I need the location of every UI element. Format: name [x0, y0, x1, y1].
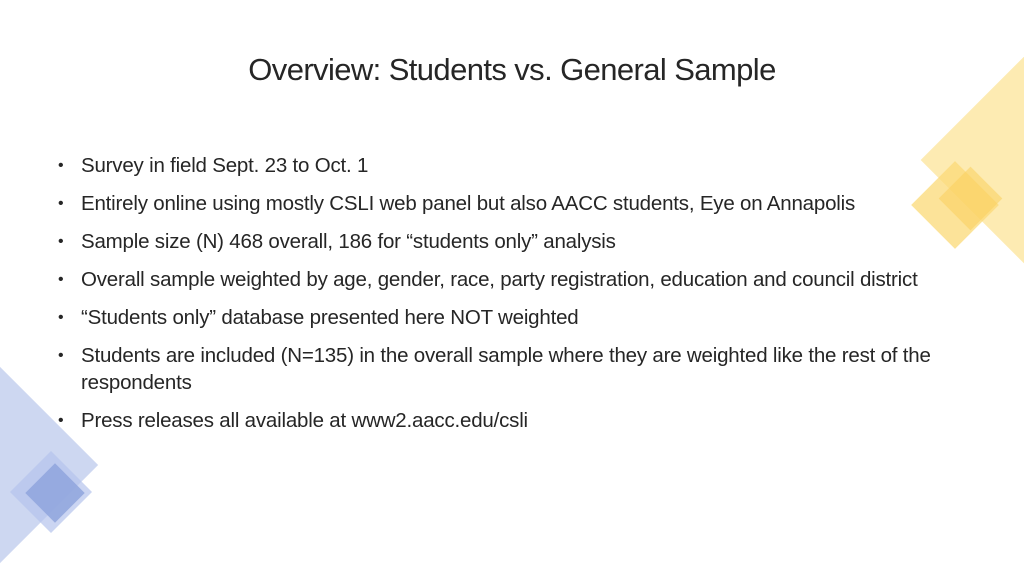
bullet-item	[55, 152, 935, 179]
bullet-text: Students are included (N=135) in the overall sample where they are weighted like the rest of the respondents	[81, 344, 931, 394]
slide-title: Overview: Students vs. General Sample	[248, 52, 776, 87]
bullet-icon: •	[58, 309, 64, 326]
bullet-icon: •	[58, 412, 64, 429]
bullet-text: Entirely online using mostly CSLI web panel but also AACC students, Eye on Annapolis	[81, 192, 856, 215]
bullet-text: Sample size (N) 468 overall, 186 for “students only” analysis	[81, 230, 616, 253]
bullet-item	[55, 304, 935, 331]
bullet-item	[55, 266, 935, 293]
bullet-item	[55, 190, 935, 217]
bullet-text: “Students only” database presented here NOT weighted	[81, 306, 579, 329]
bullet-list	[55, 152, 935, 445]
bullet-icon: •	[58, 347, 64, 364]
bullet-icon: •	[58, 157, 64, 174]
bullet-icon: •	[58, 271, 64, 288]
bullet-icon: •	[58, 195, 64, 212]
bullet-item	[55, 228, 935, 255]
bullet-item	[55, 407, 935, 434]
bullet-text: Survey in field Sept. 23 to Oct. 1	[81, 154, 369, 177]
bullet-item	[55, 342, 935, 396]
bullet-text: Overall sample weighted by age, gender, race, party registration, education and council district	[81, 268, 918, 291]
bullet-icon: •	[58, 233, 64, 250]
bullet-text-link: Press releases all available at www2.aacc.edu/csli	[81, 409, 528, 432]
